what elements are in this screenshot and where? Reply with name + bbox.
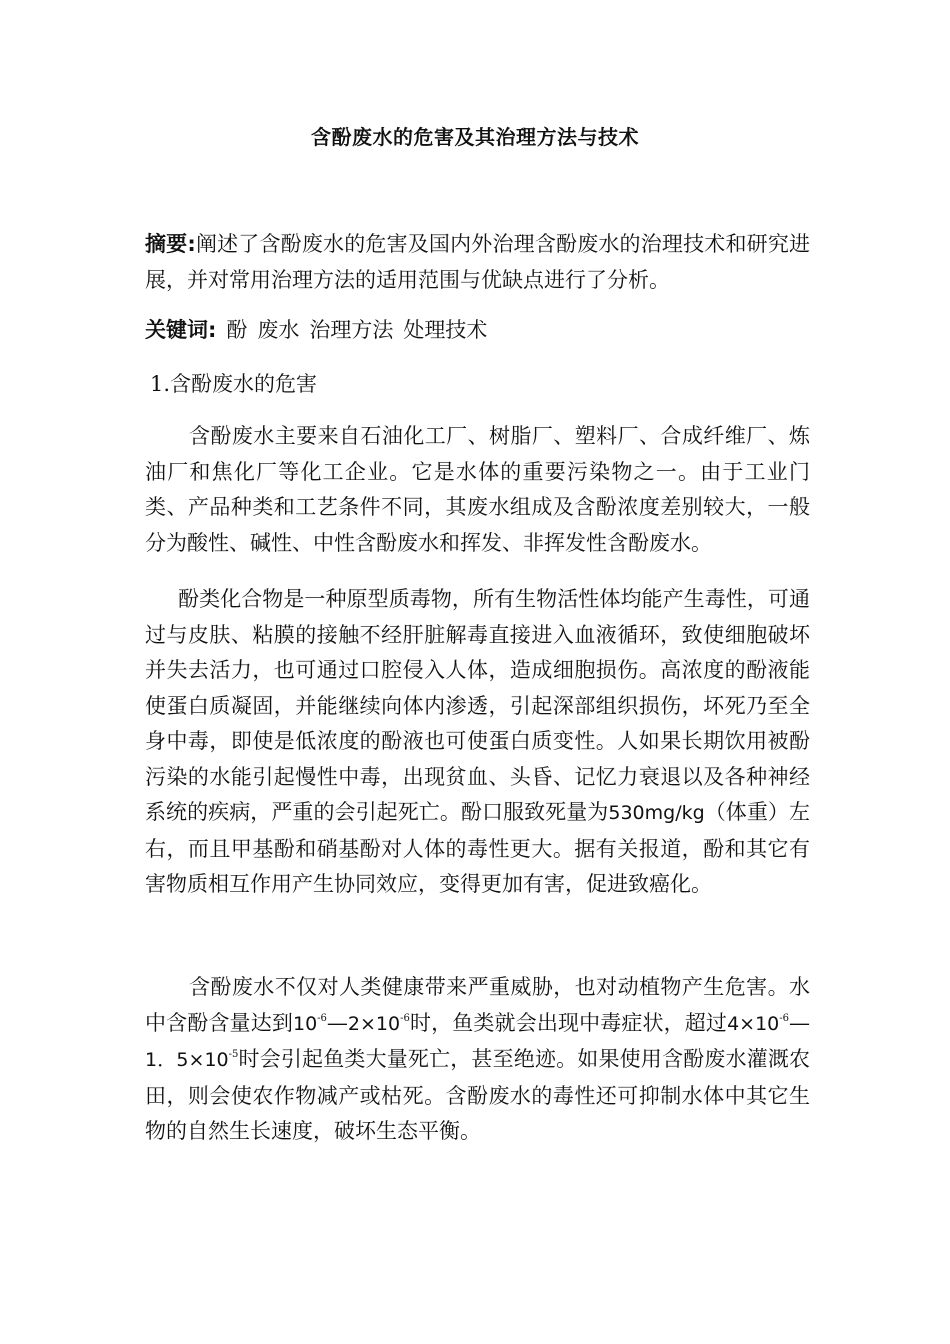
concentration-value: 10 (292, 1012, 318, 1035)
exponent: -6 (400, 1012, 410, 1024)
document-title: 含酚废水的危害及其治理方法与技术 (311, 125, 639, 149)
paragraph-3-text: 含酚废水不仅对人类健康带来严重威胁，也对动植物产生危害。水中含酚含量达到 (145, 975, 810, 1035)
keyword-item: 治理方法 (309, 318, 394, 342)
abstract-paragraph (145, 227, 810, 298)
keyword-item: 废水 (257, 318, 300, 342)
paragraph-3 (145, 970, 810, 1150)
paragraph-3-text: 时，鱼类就会出现中毒症状，超过 (409, 1010, 728, 1035)
range-dash: — (789, 1010, 811, 1035)
keywords-label: 关键词: (145, 318, 217, 342)
section-heading: 1.含酚废水的危害 (150, 372, 318, 396)
exponent: -6 (779, 1012, 790, 1024)
paragraph-2 (145, 582, 810, 903)
paragraph-2-text: 酚类化合物是一种原型质毒物，所有生物活性体均能产生毒性，可通过与皮肤、粘膜的接触不经肝脏解毒直接进入血液循环，致使细胞破坏并失去活力，也可通过口腔侵入人体，造成细胞损伤。高浓度的酚液能使蛋白质凝固，并能继续向体内渗透，引起深部组织损伤，坏死乃至全身中毒，即使是低浓度的酚液也可使蛋白质变性。人如果长期饮用被酚污染的水能引起慢性中毒，出现贫血、头昏、记忆力衰退以及各种神经系统的疾病，严重的会引起死亡。酚口服致死量为 (145, 587, 810, 824)
paragraph-3-text: 时会引起鱼类大量死亡，甚至绝迹。如果使用含酚废水灌溉农田，则会使农作物减产或枯死。含酚废水的毒性还可抑制水体中其它生物的自然生长速度，破坏生态平衡。 (145, 1047, 810, 1143)
range-dash: — (326, 1010, 348, 1035)
exponent: -6 (317, 1012, 327, 1024)
paragraph-1: 含酚废水主要来自石油化工厂、树脂厂、塑料厂、合成纤维厂、炼油厂和焦化厂等化工企业。它是水体的重要污染物之一。由于工业门类、产品种类和工艺条件不同，其废水组成及含酚浓度差别较大，一般分为酸性、碱性、中性含酚废水和挥发、非挥发性含酚废水。 (145, 424, 810, 555)
concentration-value: 4×10 (727, 1012, 780, 1035)
concentration-value: 1．5×10 (145, 1049, 229, 1071)
keyword-item: 酚 (226, 318, 248, 342)
abstract-text: 阐述了含酚废水的危害及国内外治理含酚废水的治理技术和研究进展，并对常用治理方法的适用范围与优缺点进行了分析。 (145, 232, 810, 292)
concentration-value: 2×10 (347, 1012, 401, 1035)
keywords-line (145, 313, 810, 349)
lethal-dose-value: 530mg/kg (608, 802, 705, 824)
paragraph-2-text-cont: （体重）左右，而且甲基酚和硝基酚对人体的毒性更大。据有关报道，酚和其它有害物质相互作用产生协同效应，变得更加有害，促进致癌化。 (145, 800, 810, 896)
abstract-label: 摘要: (145, 232, 196, 256)
keyword-item: 处理技术 (403, 318, 488, 342)
exponent: -5 (228, 1049, 239, 1060)
